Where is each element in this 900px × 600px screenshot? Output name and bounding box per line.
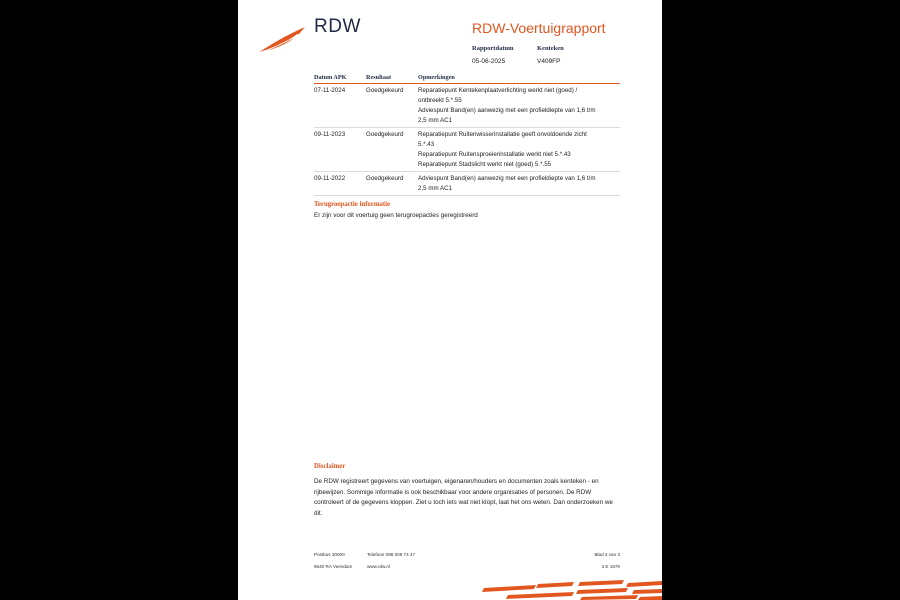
footer-document-code: 3 E 1679	[601, 564, 620, 569]
remark-line: 2,5 mm AC1	[418, 185, 453, 192]
column-header-remarks: Opmerkingen	[418, 74, 620, 84]
recall-text: Er zijn voor dit voertuig geen terugroepacties geregistreerd	[314, 212, 478, 219]
rdw-logo-icon	[258, 26, 306, 54]
apk-remarks	[418, 128, 620, 172]
table-header-row	[314, 74, 620, 84]
disclaimer-text: De RDW registreert gegevens van voertuigen, eigenaren/houders en documenten zoals kenteken - en rijbewijzen. Sommige informatie is ook beschikbaar voor andere organisaties of personen. De RDW controleert of de gegevens kloppen. Ziet u toch iets wat niet klopt, laat het ons weten. Dan onderzoeken we dit.	[314, 478, 613, 517]
apk-remarks	[418, 172, 620, 196]
apk-result: Goedgekeurd	[366, 84, 418, 128]
apk-date: 09-11-2023	[314, 128, 366, 172]
remark-line: Adviespunt Band(en) aanwezig met een profieldiepte van 1,6 t/m	[418, 107, 596, 114]
remark-line: Reparatiepunt Ruitensproeierinstallatie werkt niet 5.*.43	[418, 151, 571, 158]
apk-result: Goedgekeurd	[366, 128, 418, 172]
remark-line: Reparatiepunt Stadslicht werkt niet (goed) 5.*.55	[418, 161, 552, 168]
footer-postbus: Postbus 30000	[314, 552, 345, 557]
plate-value: V409FP	[537, 58, 561, 65]
footer-address	[314, 549, 352, 573]
apk-date: 07-11-2024	[314, 84, 366, 128]
table-row	[314, 172, 620, 196]
footer-page-number: Blad 3 van 3	[594, 552, 620, 557]
apk-remarks	[418, 84, 620, 128]
plate-block	[537, 45, 564, 65]
report-page	[238, 0, 662, 600]
brand-name: RDW	[314, 16, 361, 37]
report-title: RDW-Voertuigrapport	[472, 20, 606, 36]
footer-contact	[367, 549, 415, 573]
apk-result: Goedgekeurd	[366, 172, 418, 196]
footer-website: www.rdw.nl	[367, 564, 390, 569]
footer-phone: Telefoon 088 008 74 47	[367, 552, 416, 557]
apk-date: 09-11-2022	[314, 172, 366, 196]
remark-line: ontbreekt 5.*.55	[418, 97, 462, 104]
remark-line: Reparatiepunt Ruitenwisserinstallatie geeft onvoldoende zicht	[418, 131, 587, 138]
remark-line: Adviespunt Band(en) aanwezig met een profieldiepte van 1,6 t/m	[418, 175, 596, 182]
remark-line: 2,5 mm AC1	[418, 117, 453, 124]
footer-pagination	[594, 549, 620, 573]
table-row	[314, 84, 620, 128]
table-row	[314, 128, 620, 172]
report-date-block	[472, 45, 514, 65]
remark-line: Reparatiepunt Kentekenplaatverlichting werkt niet (goed) /	[418, 87, 578, 94]
recall-section-title: Terugroepactie informatie	[314, 201, 391, 208]
disclaimer-section-title: Disclaimer	[314, 463, 346, 470]
column-header-result: Resultaat	[366, 74, 418, 84]
remark-line: 5.*.43	[418, 141, 435, 148]
apk-history-table	[314, 74, 620, 196]
plate-label: Kenteken	[537, 45, 564, 52]
report-date-label: Rapportdatum	[472, 45, 514, 52]
footer-stripes-decoration-icon	[478, 578, 662, 600]
footer-postcode: 9640 RA Veendam	[314, 564, 353, 569]
column-header-date: Datum APK	[314, 74, 366, 84]
report-date-value: 05-06-2025	[472, 58, 506, 65]
